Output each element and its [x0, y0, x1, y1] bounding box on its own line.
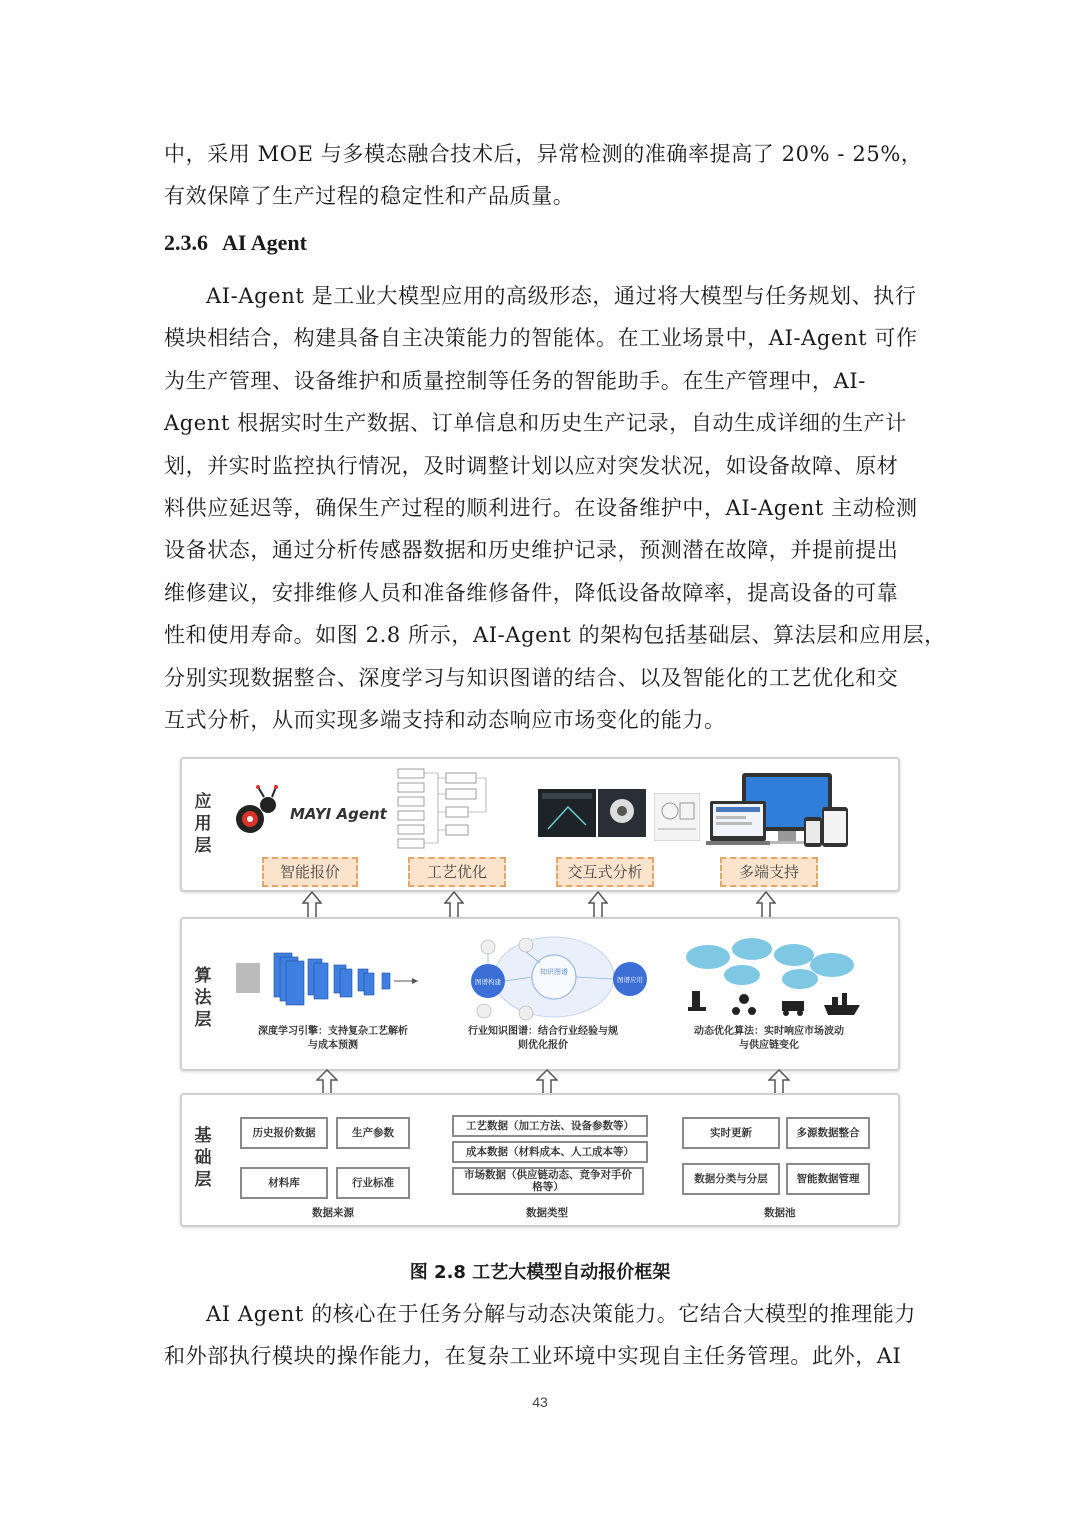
agent-logo-text: MAYI Agent: [290, 805, 387, 823]
source-history-quotes: 历史报价数据: [240, 1117, 328, 1149]
graph-apply-label: 图谱应用: [617, 976, 643, 984]
text-line: 中，采用 MOE 与多模态融合技术后，异常检测的准确率提高了 20% - 25%，: [164, 142, 923, 166]
body-paragraph: [164, 280, 946, 732]
graph-center-label: 知识图谱: [540, 968, 568, 976]
section-number: 2.3.6: [164, 230, 208, 255]
text-line: 互式分析，从而实现多端支持和动态响应市场变化的能力。: [164, 708, 726, 732]
group-label-pool: 数据池: [764, 1207, 796, 1219]
text-line: 设备状态，通过分析传感器数据和历史维护记录，预测潜在故障，并提前提出: [164, 538, 899, 562]
text-line: AI-Agent 是工业大模型应用的高级形态，通过将大模型与任务规划、执行: [206, 284, 917, 308]
flowchart-thumbnail: [394, 767, 494, 851]
application-layer: [180, 757, 900, 892]
knowledge-graph-caption: 行业知识图谱：结合行业经验与规则优化报价: [468, 1026, 618, 1051]
tag-multi-terminal: 多端支持: [720, 857, 818, 887]
page-number: 43: [532, 1394, 548, 1410]
neural-network-icon: [234, 945, 424, 1011]
type-market-data: 市场数据（供应链动态、竞争对手价格等）: [452, 1167, 644, 1195]
figure-caption: 图 2.8 工艺大模型自动报价框架: [409, 1262, 671, 1283]
text-line: 模块相结合，构建具备自主决策能力的智能体。在工业场景中，AI-Agent 可作: [164, 326, 918, 350]
foundation-layer: [180, 1093, 900, 1227]
text-line: 维修建议，安排维修人员和准备维修备件，降低设备故障率，提高设备的可靠: [164, 581, 899, 605]
text-line: 性和使用寿命。如图 2.8 所示，AI-Agent 的架构包括基础层、算法层和应用层，: [164, 623, 946, 647]
type-cost-data: 成本数据（材料成本、人工成本等）: [452, 1141, 648, 1163]
group-label-sources: 数据来源: [312, 1207, 354, 1219]
drawing-thumbnail: [654, 793, 700, 841]
bottom-paragraph: [164, 1298, 916, 1378]
pool-classification: 数据分类与分层: [682, 1163, 780, 1195]
text-line: 料供应延迟等，确保生产过程的顺利进行。在设备维护中，AI-Agent 主动检测: [164, 496, 918, 520]
algorithm-layer: [180, 917, 900, 1071]
tag-process-optimization: 工艺优化: [408, 857, 506, 887]
graph-build-label: 图谱构建: [475, 978, 501, 986]
section-title: AI Agent: [222, 230, 307, 255]
text-line: 和外部执行模块的操作能力，在复杂工业环境中实现自主任务管理。此外，AI: [164, 1344, 902, 1368]
top-paragraph: [164, 138, 923, 218]
section-heading: [164, 230, 307, 256]
deep-learning-caption: 深度学习引擎：支持复杂工艺解析与成本预测: [258, 1026, 408, 1051]
application-layer-title: 应用层: [194, 792, 212, 856]
pool-real-time-update: 实时更新: [682, 1117, 780, 1149]
dynamic-optimization-caption: 动态优化算法：实时响应市场波动与供应链变化: [694, 1026, 844, 1051]
group-label-types: 数据类型: [526, 1207, 568, 1219]
cad-screen-thumbnail: [538, 789, 648, 845]
text-line: 分别实现数据整合、深度学习与知识图谱的结合、以及智能化的工艺优化和交: [164, 666, 899, 690]
knowledge-graph-icon: [444, 933, 664, 1023]
text-line: AI Agent 的核心在于任务分解与动态决策能力。它结合大模型的推理能力: [206, 1302, 917, 1326]
pool-multi-source: 多源数据整合: [786, 1117, 870, 1149]
source-material-library: 材料库: [240, 1167, 328, 1199]
source-industry-standards: 行业标准: [336, 1167, 410, 1199]
cloud-network-icon: [682, 935, 862, 1019]
source-production-params: 生产参数: [336, 1117, 410, 1149]
multi-device-icon: [706, 771, 856, 851]
tag-smart-quote: 智能报价: [262, 857, 358, 887]
agent-logo-icon: [234, 783, 282, 839]
type-process-data: 工艺数据（加工方法、设备参数等）: [452, 1115, 648, 1137]
text-line: 划，并实时监控执行情况，及时调整计划以应对突发状况，如设备故障、原材: [164, 454, 899, 478]
tag-interactive-analysis: 交互式分析: [556, 857, 654, 887]
algorithm-layer-title: 算法层: [194, 966, 212, 1030]
text-line: 有效保障了生产过程的稳定性和产品质量。: [164, 184, 575, 208]
text-line: Agent 根据实时生产数据、订单信息和历史生产记录，自动生成详细的生产计: [164, 411, 907, 435]
architecture-figure: [180, 757, 898, 1227]
text-line: 为生产管理、设备维护和质量控制等任务的智能助手。在生产管理中，AI-: [164, 369, 866, 393]
pool-smart-management: 智能数据管理: [786, 1163, 870, 1195]
foundation-layer-title: 基础层: [194, 1126, 212, 1190]
